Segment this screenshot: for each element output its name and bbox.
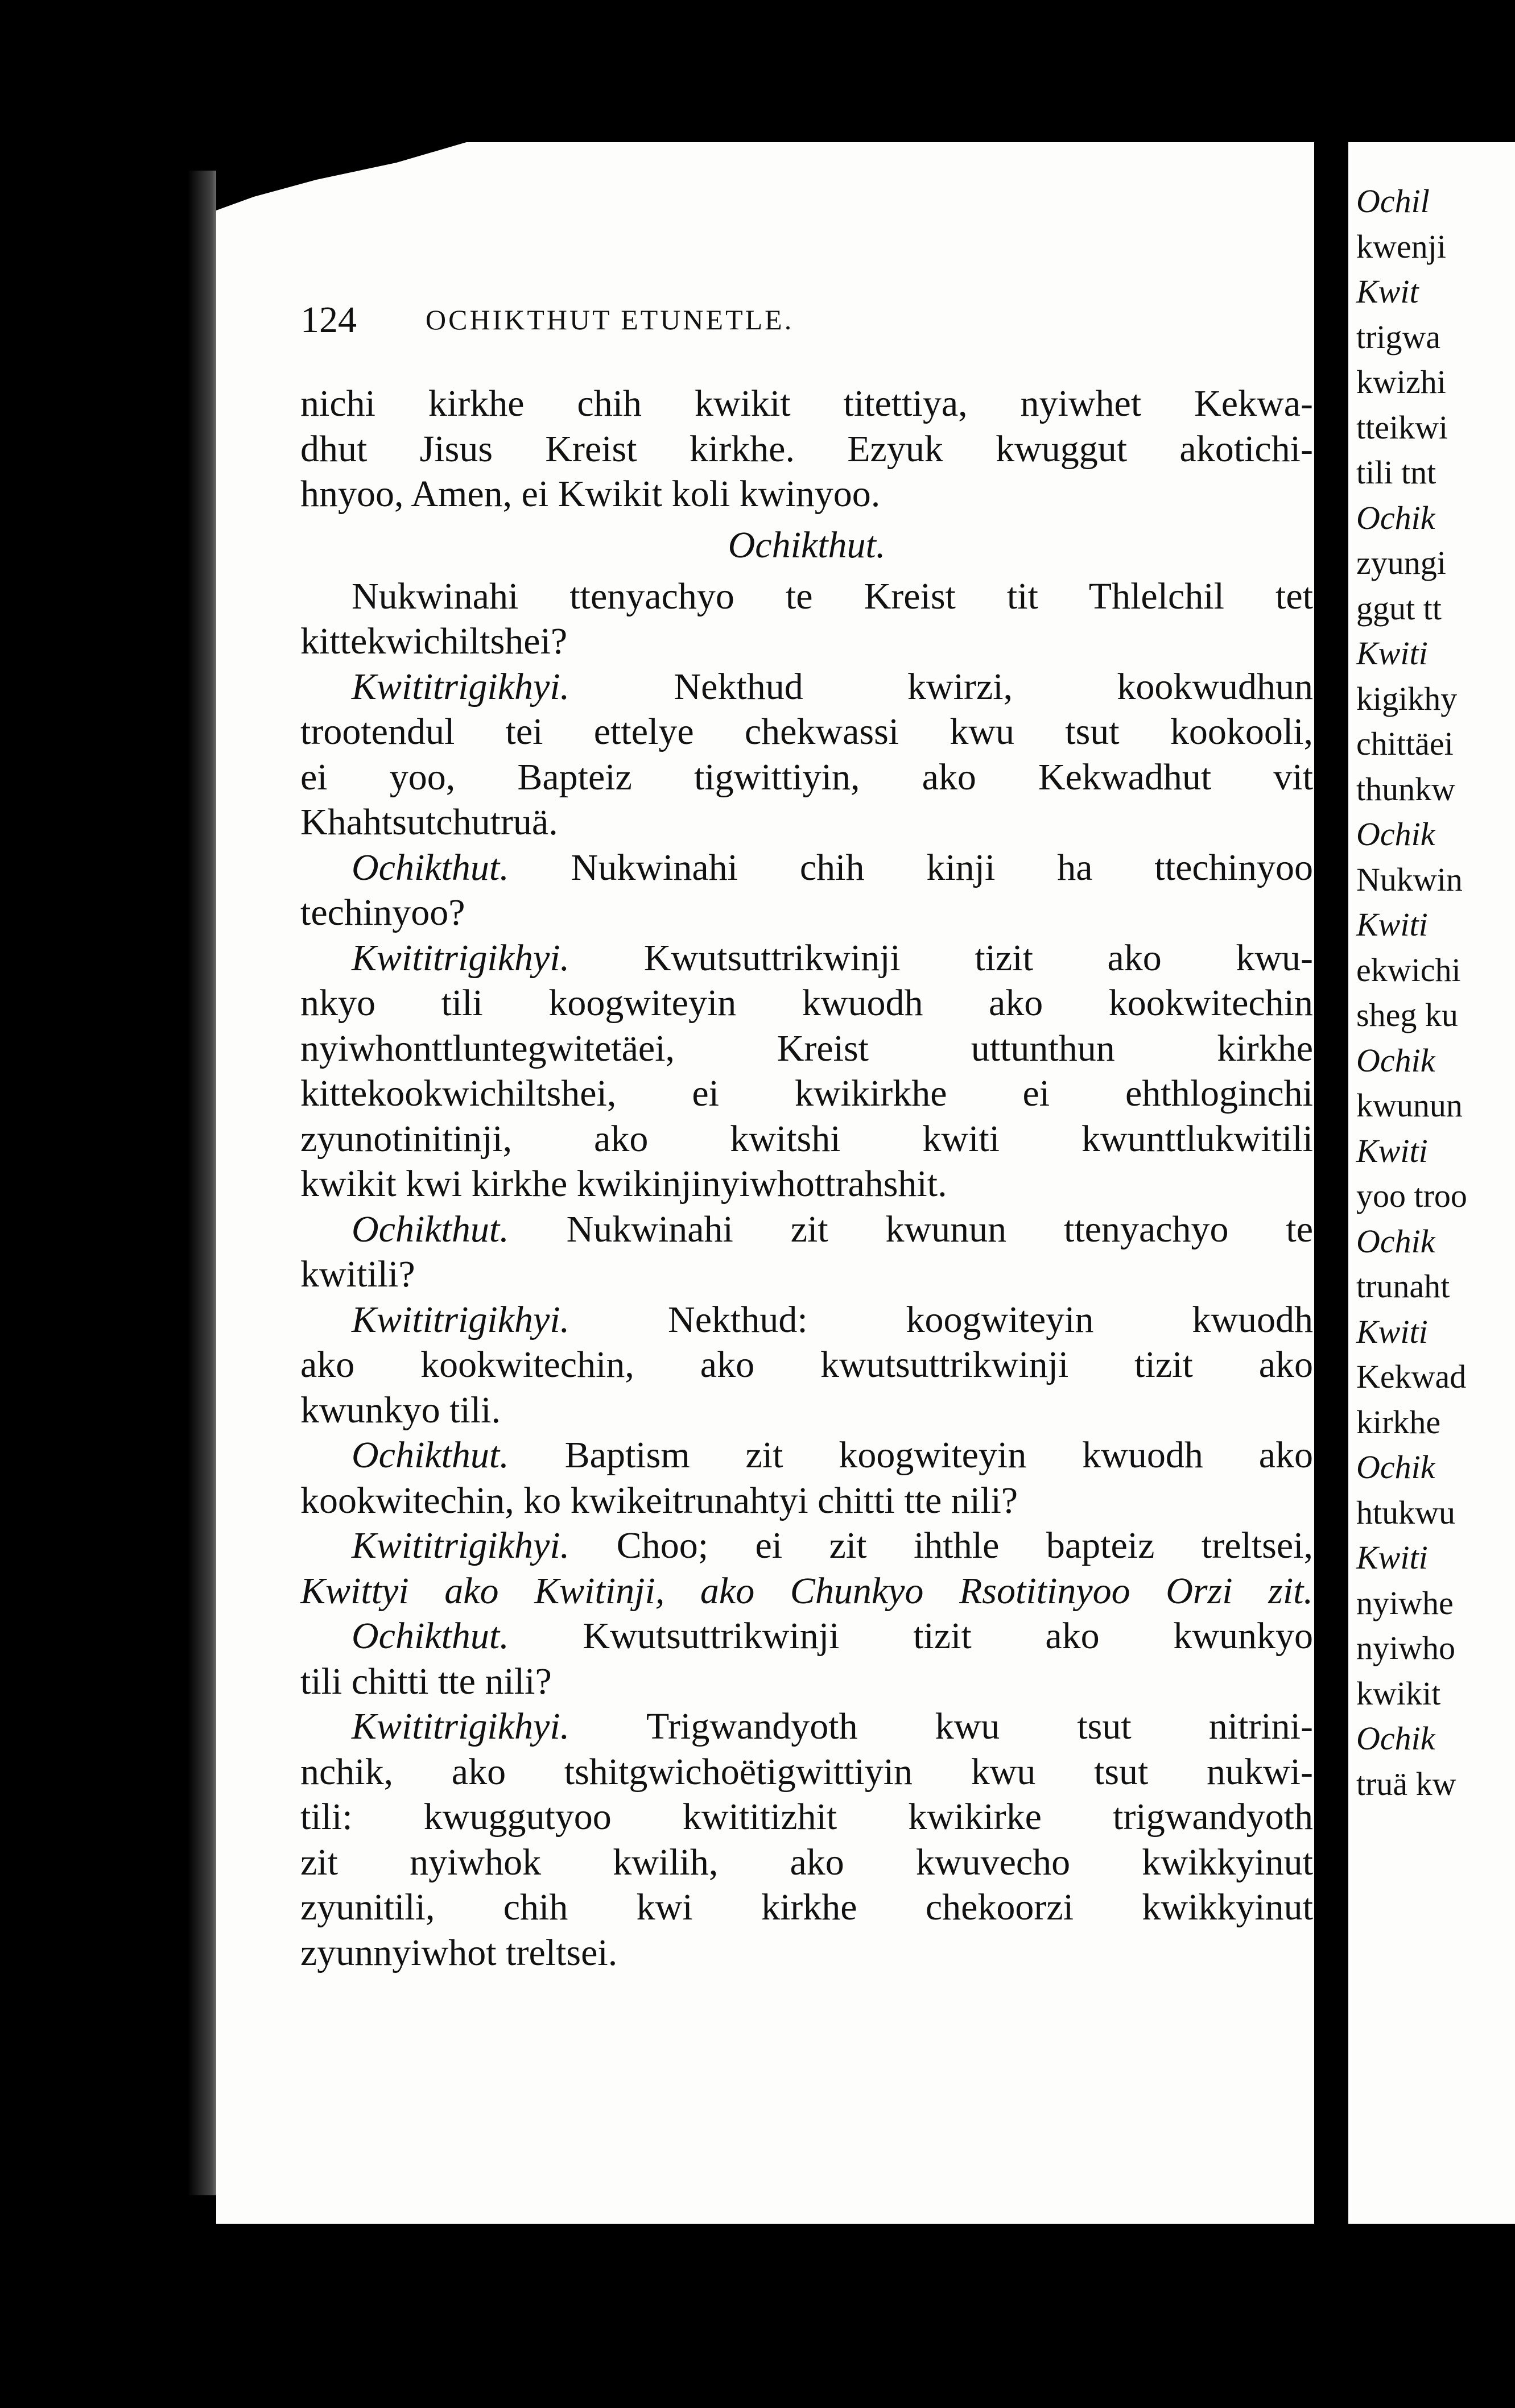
- text-line: [300, 1388, 1313, 1433]
- line-text: kwikit kwi kirkhe kwikinjinyiwhottrahshit.: [300, 1163, 947, 1205]
- facing-page-line: nyiwho: [1356, 1629, 1455, 1666]
- text-line: [300, 664, 1313, 710]
- line-text: Nukwinahi zit kwunun ttenyachyo te: [566, 1208, 1313, 1250]
- facing-page-line: nyiwhe: [1356, 1584, 1454, 1621]
- facing-page-line: Ochik: [1356, 1449, 1435, 1486]
- facing-page-fragment: [1348, 142, 1515, 2224]
- facing-page-line: tteikwi: [1356, 408, 1448, 446]
- text-line: [300, 1026, 1313, 1071]
- text-line: [300, 1116, 1313, 1162]
- facing-page-line: kwikit: [1356, 1674, 1441, 1712]
- facing-page-line: sheg ku: [1356, 996, 1458, 1033]
- facing-page-line: thunkw: [1356, 770, 1455, 808]
- line-text: nyiwhonttluntegwitetäei, Kreist uttunthun kirkhe: [300, 1027, 1313, 1069]
- text-line: [300, 381, 1313, 427]
- line-text: Kwittyi ako Kwitinji, ako Chunkyo Rsotitinyoo Orzi zit.: [300, 1570, 1313, 1612]
- text-line: [300, 709, 1313, 755]
- book-page: [216, 142, 1365, 2224]
- text-line: [300, 427, 1313, 472]
- line-text: kwitili?: [300, 1253, 415, 1295]
- facing-page-line: Ochik: [1356, 1222, 1435, 1260]
- text-line: [300, 1433, 1313, 1478]
- line-text: Nukwinahi chih kinji ha ttechinyoo: [571, 846, 1314, 888]
- book-gutter: [1314, 142, 1348, 2224]
- facing-page-line: ekwichi: [1356, 951, 1461, 988]
- line-text: Ochikthut.: [728, 524, 886, 566]
- text-line: [300, 1885, 1313, 1930]
- page-number: 124: [300, 299, 357, 341]
- text-line: [300, 471, 1313, 517]
- facing-page-line: Kwiti: [1356, 1313, 1428, 1350]
- line-text: zyunitili, chih kwi kirkhe chekoorzi kwikkyinut: [300, 1886, 1313, 1928]
- speaker-label: Ochikthut.: [352, 1615, 509, 1657]
- line-text: kittekwichiltshei?: [300, 620, 568, 662]
- text-line: [300, 755, 1313, 800]
- facing-page-line: Ochil: [1356, 183, 1430, 220]
- text-line: [300, 1794, 1313, 1840]
- facing-page-line: Ochik: [1356, 1041, 1435, 1079]
- facing-page-line: trunaht: [1356, 1268, 1450, 1305]
- facing-page-line: kirkhe: [1356, 1403, 1441, 1441]
- text-line: [300, 1659, 1313, 1704]
- facing-page-line: Kwiti: [1356, 906, 1428, 943]
- facing-page-line: Kwiti: [1356, 1539, 1428, 1576]
- line-text: tili chitti tte nili?: [300, 1660, 552, 1702]
- facing-page-line: kwizhi: [1356, 363, 1446, 400]
- facing-page-line: tili tnt: [1356, 454, 1436, 491]
- text-line: [300, 574, 1313, 619]
- line-text: Trigwandyoth kwu tsut nitrini-: [646, 1706, 1313, 1747]
- speaker-label: Kwititrigikhyi.: [352, 1525, 570, 1566]
- text-line: [300, 1613, 1313, 1659]
- line-text: kookwitechin, ko kwikeitrunahtyi chitti tte nili?: [300, 1479, 1018, 1521]
- line-text: zit nyiwhok kwilih, ako kwuvecho kwikkyinut: [300, 1841, 1313, 1883]
- text-line: [300, 1749, 1313, 1795]
- page-header: [300, 299, 1268, 342]
- facing-page-line: Ochik: [1356, 816, 1435, 853]
- text-line: [300, 980, 1313, 1026]
- text-line: [300, 1569, 1313, 1614]
- speaker-label: Ochikthut.: [352, 846, 509, 888]
- text-line: [300, 1342, 1313, 1388]
- line-text: Nekthud kwirzi, kookwudhun: [674, 665, 1313, 707]
- body-text: [300, 381, 1313, 1975]
- facing-page-line: ggut tt: [1356, 589, 1442, 627]
- facing-page-line: trigwa: [1356, 318, 1441, 355]
- text-line: [300, 1478, 1313, 1524]
- text-line: [300, 1252, 1313, 1297]
- line-text: nkyo tili koogwiteyin kwuodh ako kookwitechin: [300, 982, 1313, 1024]
- text-line: [300, 1297, 1313, 1343]
- facing-page-line: Kwiti: [1356, 635, 1428, 672]
- speaker-label: Kwititrigikhyi.: [352, 1298, 570, 1340]
- line-text: Kwutsuttrikwinji tizit ako kwunkyo: [583, 1615, 1313, 1657]
- facing-page-line: zyungi: [1356, 544, 1446, 581]
- text-line: [300, 1207, 1313, 1252]
- facing-page-line: kwenji: [1356, 227, 1446, 265]
- line-text: dhut Jisus Kreist kirkhe. Ezyuk kwuggut akotichi-: [300, 428, 1313, 470]
- line-text: trootendul tei ettelye chekwassi kwu tsut kookooli,: [300, 711, 1313, 752]
- facing-page-line: Ochik: [1356, 1720, 1435, 1757]
- text-line: [300, 1071, 1313, 1116]
- line-text: techinyoo?: [300, 892, 465, 933]
- speaker-label: Kwititrigikhyi.: [352, 1706, 570, 1747]
- facing-page-line: yoo troo: [1356, 1177, 1467, 1214]
- facing-page-line: Kwiti: [1356, 1132, 1428, 1169]
- facing-page-line: chittäei: [1356, 725, 1454, 762]
- text-line: [300, 619, 1313, 664]
- line-text: nchik, ako tshitgwichoëtigwittiyin kwu tsut nukwi-: [300, 1751, 1313, 1793]
- text-line: [300, 800, 1313, 845]
- speaker-label: Ochikthut.: [352, 1208, 509, 1250]
- running-head: OCHIKTHUT ETUNETLE.: [426, 304, 794, 336]
- text-line: [300, 1840, 1313, 1885]
- speaker-label: Kwititrigikhyi.: [352, 937, 570, 979]
- line-text: Choo; ei zit ihthle bapteiz treltsei,: [616, 1525, 1313, 1566]
- line-text: Khahtsutchutruä.: [300, 801, 558, 843]
- facing-page-line: truä kw: [1356, 1765, 1456, 1802]
- facing-page-line: kwunun: [1356, 1087, 1463, 1124]
- text-line: [300, 1523, 1313, 1569]
- text-line: [300, 845, 1313, 891]
- line-text: kwunkyo tili.: [300, 1389, 501, 1431]
- text-line: [300, 517, 1313, 574]
- line-text: tili: kwuggutyoo kwititizhit kwikirke trigwandyoth: [300, 1796, 1313, 1838]
- speaker-label: Ochikthut.: [352, 1434, 509, 1476]
- text-line: [300, 936, 1313, 981]
- text-line: [300, 1930, 1313, 1976]
- facing-page-line: Kekwad: [1356, 1358, 1467, 1395]
- speaker-label: Kwititrigikhyi.: [352, 665, 570, 707]
- facing-page-line: Ochik: [1356, 499, 1435, 536]
- line-text: Nukwinahi ttenyachyo te Kreist tit Thlelchil tet: [352, 575, 1313, 617]
- line-text: nichi kirkhe chih kwikit titettiya, nyiwhet Kekwa-: [300, 383, 1313, 424]
- line-text: zyunnyiwhot treltsei.: [300, 1931, 618, 1973]
- text-line: [300, 1704, 1313, 1749]
- line-text: Baptism zit koogwiteyin kwuodh ako: [564, 1434, 1314, 1476]
- text-line: [300, 1161, 1313, 1207]
- facing-page-line: kigikhy: [1356, 680, 1458, 717]
- line-text: hnyoo, Amen, ei Kwikit koli kwinyoo.: [300, 473, 881, 515]
- line-text: ei yoo, Bapteiz tigwittiyin, ako Kekwadhut vit: [300, 756, 1313, 798]
- line-text: Kwutsuttrikwinji tizit ako kwu-: [643, 937, 1314, 979]
- facing-page-line: Nukwin: [1356, 860, 1463, 898]
- line-text: ako kookwitechin, ako kwutsuttrikwinji tizit ako: [300, 1344, 1313, 1385]
- facing-page-line: Kwit: [1356, 273, 1419, 310]
- line-text: kittekookwichiltshei, ei kwikirkhe ei ehthloginchi: [300, 1073, 1313, 1114]
- facing-page-line: htukwu: [1356, 1493, 1455, 1531]
- line-text: Nekthud: koogwiteyin kwuodh: [668, 1298, 1314, 1340]
- line-text: zyunotinitinji, ako kwitshi kwiti kwunttlukwitili: [300, 1118, 1313, 1160]
- text-line: [300, 890, 1313, 936]
